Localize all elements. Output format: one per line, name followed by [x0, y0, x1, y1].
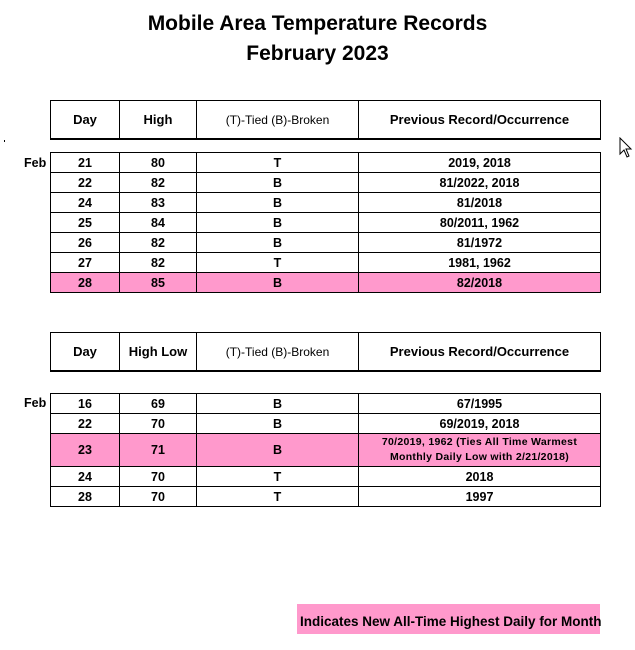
cell-day: 28: [51, 273, 120, 293]
high-records-header: [50, 100, 601, 140]
cell-status: B: [197, 213, 359, 233]
header-day: Day: [51, 333, 120, 372]
header-high: High: [120, 101, 197, 140]
cell-value: 82: [120, 173, 197, 193]
cell-previous: 69/2019, 2018: [359, 414, 601, 434]
cell-previous: 80/2011, 1962: [359, 213, 601, 233]
page-title: Mobile Area Temperature Records: [147, 12, 488, 35]
mouse-pointer-icon: [619, 137, 633, 159]
table-row: [51, 414, 601, 434]
header-day: Day: [51, 101, 120, 140]
cell-previous: 2018: [359, 467, 601, 487]
cell-status: T: [197, 467, 359, 487]
high-records-table: [50, 152, 601, 293]
header-status: (T)-Tied (B)-Broken: [197, 333, 359, 372]
cell-value: 70: [120, 487, 197, 507]
page-subtitle: February 2023: [246, 42, 389, 65]
cell-status: B: [197, 173, 359, 193]
cell-day: 25: [51, 213, 120, 233]
cell-value: 80: [120, 153, 197, 173]
cell-previous: 2019, 2018: [359, 153, 601, 173]
table-row: [51, 273, 601, 293]
cell-status: T: [197, 153, 359, 173]
header-status: (T)-Tied (B)-Broken: [197, 101, 359, 140]
cell-previous: 81/2018: [359, 193, 601, 213]
cell-status: B: [197, 414, 359, 434]
month-label: Feb: [24, 156, 47, 170]
cell-previous: [359, 434, 601, 467]
table-row: [51, 173, 601, 193]
table-row: [51, 434, 601, 467]
table-row: [51, 233, 601, 253]
cell-previous: 82/2018: [359, 273, 601, 293]
cell-previous: 1997: [359, 487, 601, 507]
cell-status: T: [197, 487, 359, 507]
cell-status: B: [197, 233, 359, 253]
cell-previous-line1: 70/2019, 1962 (Ties All Time Warmest: [381, 436, 578, 448]
cell-value: 83: [120, 193, 197, 213]
cell-day: 24: [51, 193, 120, 213]
cell-previous: 81/2022, 2018: [359, 173, 601, 193]
margin-mark: [4, 140, 5, 142]
header-previous: Previous Record/Occurrence: [359, 333, 601, 372]
cell-day: 24: [51, 467, 120, 487]
high-low-records-table: [50, 393, 601, 507]
cell-day: 22: [51, 414, 120, 434]
cell-previous-line2: Monthly Daily Low with 2/21/2018): [389, 451, 570, 463]
table-row: [51, 213, 601, 233]
cell-previous: 81/1972: [359, 233, 601, 253]
table-row: [51, 467, 601, 487]
cell-day: 23: [51, 434, 120, 467]
cell-status: B: [197, 193, 359, 213]
cell-value: 69: [120, 394, 197, 414]
cell-value: 84: [120, 213, 197, 233]
cell-value: 70: [120, 467, 197, 487]
table-row: [51, 253, 601, 273]
cell-status: T: [197, 253, 359, 273]
cell-day: 28: [51, 487, 120, 507]
cell-value: 85: [120, 273, 197, 293]
table-row: [51, 193, 601, 213]
legend-highlight: Indicates New All-Time Highest Daily for Month: [297, 604, 600, 634]
cell-status: B: [197, 434, 359, 467]
cell-value: 82: [120, 253, 197, 273]
header-previous: Previous Record/Occurrence: [359, 101, 601, 140]
cell-previous: 1981, 1962: [359, 253, 601, 273]
cell-value: 71: [120, 434, 197, 467]
cell-status: B: [197, 394, 359, 414]
header-high-low: High Low: [120, 333, 197, 372]
cell-value: 70: [120, 414, 197, 434]
cell-day: 16: [51, 394, 120, 414]
table-row: [51, 394, 601, 414]
table-row: [51, 487, 601, 507]
cell-day: 21: [51, 153, 120, 173]
table-row: [51, 153, 601, 173]
high-low-records-header: [50, 332, 601, 372]
cell-status: B: [197, 273, 359, 293]
cell-day: 26: [51, 233, 120, 253]
cell-value: 82: [120, 233, 197, 253]
cell-previous: 67/1995: [359, 394, 601, 414]
cell-day: 22: [51, 173, 120, 193]
cell-day: 27: [51, 253, 120, 273]
month-label: Feb: [24, 396, 47, 410]
